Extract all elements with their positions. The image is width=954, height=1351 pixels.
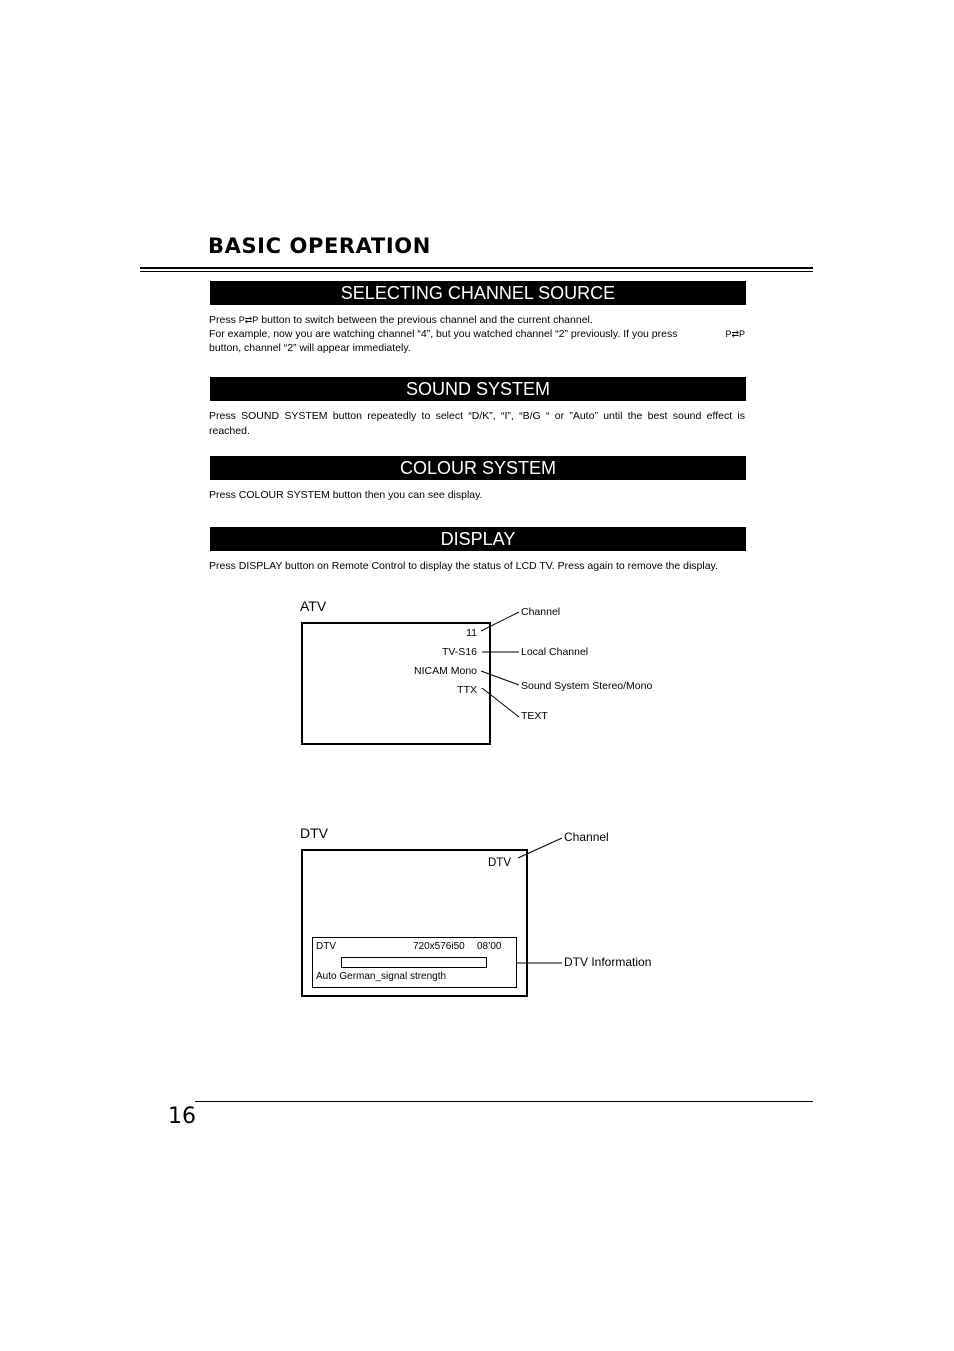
atv-screen-channel: 11 (466, 627, 477, 639)
dtv-callout-channel: Channel (564, 830, 609, 844)
sound-system-text: Press SOUND SYSTEM button repeatedly to select “D/K”, “I”, “B/G “ or ”Auto” until the best sound effect is reached. (209, 410, 745, 437)
atv-callout-channel: Channel (521, 606, 561, 618)
dtv-screen-channel: DTV (488, 857, 511, 869)
footer-rule (195, 1101, 813, 1102)
section-heading-channel-source: SELECTING CHANNEL SOURCE (210, 281, 746, 305)
swap-icon: P⇄P (725, 329, 745, 339)
atv-screen-sound-system: NICAM Mono (413, 665, 477, 677)
page-number: 16 (168, 1104, 196, 1129)
leader-atv-text (482, 688, 519, 717)
atv-label: ATV (300, 598, 327, 614)
section-heading-colour-system: COLOUR SYSTEM (210, 456, 746, 480)
channel-source-line-1-text: button to switch between the previous channel and the current channel. (261, 314, 593, 326)
atv-callout-text: TEXT (521, 710, 548, 722)
press-word: Press (209, 314, 236, 326)
dtv-info-source: DTV (316, 941, 336, 952)
atv-callout-local-channel: Local Channel (521, 646, 589, 658)
channel-source-line-3: button, channel “2” will appear immediately. (209, 342, 411, 354)
leader-atv-sound-system (481, 671, 519, 685)
leader-dtv-channel (518, 838, 562, 858)
atv-screen-text: TTX (457, 684, 477, 696)
dtv-label: DTV (300, 825, 328, 841)
atv-callout-sound-system: Sound System Stereo/Mono (521, 680, 653, 692)
atv-screen-local-channel: TV-S16 (441, 646, 477, 658)
swap-icon: P⇄P (238, 315, 259, 325)
section-heading-display: DISPLAY (210, 527, 746, 551)
colour-system-text: Press COLOUR SYSTEM button then you can see display. (209, 489, 483, 501)
dtv-info-resolution: 720x576i50 (413, 941, 465, 952)
dtv-info-status: Auto German_signal strength (316, 971, 447, 982)
dtv-callout-info: DTV Information (564, 955, 652, 969)
channel-source-line-2-text: For example, now you are watching channel “4”, but you watched channel “2” previously. If you press (209, 328, 678, 340)
display-text: Press DISPLAY button on Remote Control to display the status of LCD TV. Press again to remove the display. (209, 560, 718, 572)
section-heading-sound-system: SOUND SYSTEM (210, 377, 746, 401)
leader-atv-channel (481, 612, 519, 631)
dtv-info-time: 08’00 (477, 941, 502, 952)
page-title: BASIC OPERATION (208, 234, 431, 258)
